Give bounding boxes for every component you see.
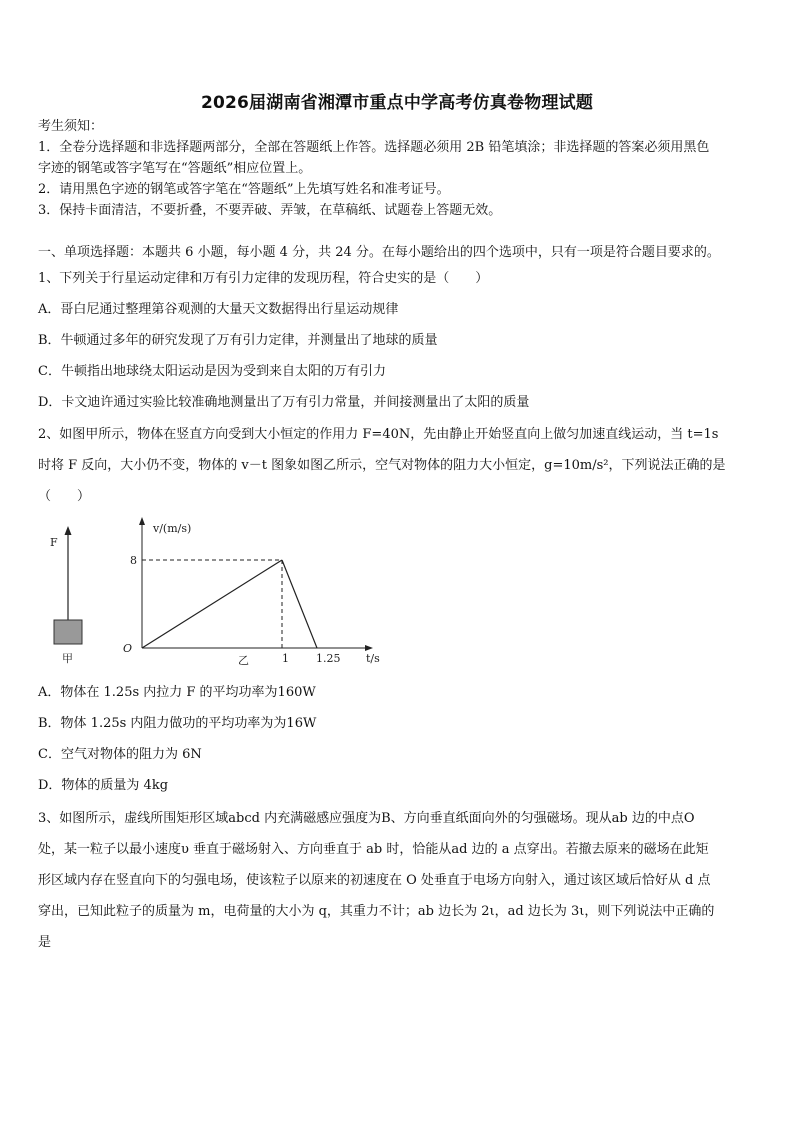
option-d: D．卡文迪许通过实验比较准确地测量出了万有引力常量，并间接测量出了太阳的质量	[38, 395, 530, 410]
option-c: C．牛顿指出地球绕太阳运动是因为受到来自太阳的万有引力	[38, 364, 386, 379]
y-axis-arrow	[139, 517, 145, 525]
vt-line-segment	[282, 560, 317, 648]
x-tick-label: 1	[282, 652, 289, 665]
question-stem: 穿出，已知此粒子的质量为 m，电荷量的大小为 q，其重力不计；ab 边长为 2ι，ad 边长为 3ι，则下列说法中正确的	[38, 904, 715, 919]
question-stem: 处，某一粒子以最小速度υ 垂直于磁场射入、方向垂直于 ab 时，恰能从ad 边的 a 点穿出。若撤去原来的磁场在此矩	[38, 842, 709, 857]
origin-label: O	[123, 642, 133, 655]
x-axis-arrow	[365, 645, 373, 651]
notice-item: 2．请用黑色字迹的钢笔或答字笔在“答题纸”上先填写姓名和准考证号。	[38, 182, 450, 197]
notice-item: 字迹的钢笔或答字笔写在“答题纸”相应位置上。	[38, 161, 312, 176]
x-tick-label: 1.25	[316, 652, 341, 665]
notice-item: 3．保持卡面清洁，不要折叠，不要弄破、弄皱，在草稿纸、试题卷上答题无效。	[38, 203, 502, 218]
y-axis-label: v/(m/s)	[153, 522, 192, 535]
right-caption: 乙	[238, 654, 249, 667]
option-d: D．物体的质量为 4kg	[38, 778, 169, 793]
left-caption: 甲	[62, 652, 73, 665]
page-title: 2026届湖南省湘潭市重点中学高考仿真卷物理试题	[200, 93, 594, 113]
question-stem: （ ）	[38, 489, 91, 504]
question-stem: 1、下列关于行星运动定律和万有引力定律的发现历程，符合史实的是（ ）	[38, 271, 489, 286]
notice-heading: 考生须知：	[38, 119, 104, 134]
q2-figure	[38, 512, 398, 672]
vt-graph	[123, 517, 380, 667]
option-c: C．空气对物体的阻力为 6N	[38, 747, 202, 762]
force-label: F	[50, 536, 58, 549]
question-stem: 是	[38, 935, 52, 950]
force-arrow-head	[65, 526, 72, 535]
block	[54, 620, 82, 644]
option-b: B．牛顿通过多年的研究发现了万有引力定律，并测量出了地球的质量	[38, 333, 438, 348]
option-a: A．哥白尼通过整理第谷观测的大量天文数据得出行星运动规律	[38, 302, 399, 317]
question-stem: 2、如图甲所示，物体在竖直方向受到大小恒定的作用力 F=40N，先由静止开始竖直向上做匀加速直线运动，当 t=1s	[38, 427, 719, 442]
section-heading: 一、单项选择题：本题共 6 小题，每小题 4 分，共 24 分。在每小题给出的四个选项中，只有一项是符合题目要求的。	[38, 245, 720, 260]
x-axis-label: t/s	[366, 652, 380, 665]
question-stem: 3、如图所示，虚线所围矩形区域abcd 内充满磁感应强度为B、方向垂直纸面向外的匀强磁场。现从ab 边的中点O	[38, 811, 695, 826]
vt-line-segment	[142, 560, 282, 648]
option-a: A．物体在 1.25s 内拉力 F 的平均功率为160W	[38, 685, 316, 700]
option-b: B．物体 1.25s 内阻力做功的平均功率为为16W	[38, 716, 317, 731]
q2-figure-svg	[38, 512, 398, 672]
notice-item: 1．全卷分选择题和非选择题两部分，全部在答题纸上作答。选择题必须用 2B 铅笔填涂；非选择题的答案必须用黑色	[38, 140, 710, 155]
y-tick-label: 8	[130, 554, 137, 567]
question-stem: 时将 F 反向，大小仍不变，物体的 v－t 图象如图乙所示，空气对物体的阻力大小恒定，g=10m/s²，下列说法正确的是	[38, 458, 726, 473]
question-stem: 形区域内存在竖直向下的匀强电场，使该粒子以原来的初速度在 O 处垂直于电场方向射入，通过该区域后恰好从 d 点	[38, 873, 711, 888]
